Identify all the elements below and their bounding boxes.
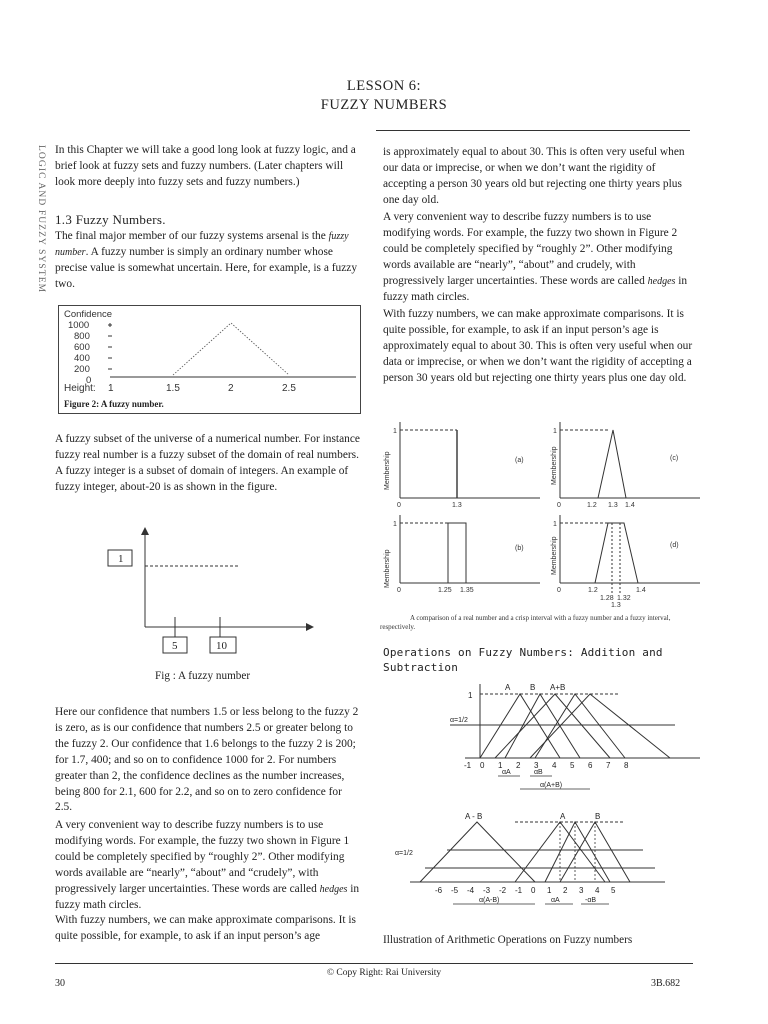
panel-a-one: 1 bbox=[393, 428, 397, 435]
fuzzy-number-term: fuzzy number bbox=[55, 231, 349, 258]
sub-xtick-m6: -6 bbox=[435, 886, 443, 895]
panel-c-zero: 0 bbox=[557, 502, 561, 509]
copyright-notice: © Copy Right: Rai University bbox=[326, 968, 442, 978]
add-alpha-a: αA bbox=[502, 769, 511, 776]
panel-d-x4: 1.32 bbox=[617, 595, 631, 602]
section-heading: 1.3 Fuzzy Numbers. bbox=[55, 212, 166, 227]
add-label-b: B bbox=[530, 683, 536, 692]
panel-d-x5: 1.3 bbox=[611, 602, 621, 609]
hedges-text-left: A very convenient way to describe fuzzy numbers is to use modifying words. For example, the fuzzy two shown in Figure 1 could be completely specified by “roughly 2”. Other modifying words available are “nearly”, “about” and “crudely”, with progressively larger uncertainties. These words are called bbox=[55, 819, 350, 895]
sub-xtick-m5: -5 bbox=[451, 886, 459, 895]
panel-b-zero: 0 bbox=[397, 587, 401, 594]
confidence-label: Confidence bbox=[64, 309, 113, 320]
hedges-term-right: hedges bbox=[647, 275, 676, 287]
add-xtick-3: 3 bbox=[534, 761, 539, 770]
sub-xtick-m3: -3 bbox=[483, 886, 491, 895]
xtick-1-5: 1.5 bbox=[166, 383, 180, 394]
intro-paragraph: In this Chapter we will take a good long look at fuzzy logic, and a brief look at fuzzy sets and fuzzy numbers. (Later chapters will look more deeply into fuzzy sets and fuzzy numbers.) bbox=[55, 144, 356, 188]
add-xtick-m1: -1 bbox=[464, 761, 472, 770]
confidence-paragraph: Here our confidence that numbers 1.5 or less belong to the fuzzy 2 is zero, as is our confidence that numbers 2.5 or greater belong to the fuzzy 2. Our confidence that 1.6 belongs to the fuzzy 2 is 200; for 1.7, 400; and so on to confidence 1000 for 2. For numbers greater than 2, the confidence declines as the number increases, being 800 for 2.1, 600 for 2.2, and so on to zero confidence for 2.5. bbox=[55, 706, 359, 814]
panel-c-one: 1 bbox=[553, 428, 557, 435]
definition-text-end: . A fuzzy number is simply an ordinary number whose precise value is somewhat uncertain. Here, for example, is a fuzzy two. bbox=[55, 245, 358, 290]
add-xtick-8: 8 bbox=[624, 761, 629, 770]
add-xtick-2: 2 bbox=[516, 761, 521, 770]
xtick-2: 2 bbox=[228, 383, 234, 394]
sub-xtick-m4: -4 bbox=[467, 886, 475, 895]
add-one: 1 bbox=[468, 691, 473, 700]
comparison-caption: A comparison of a real number and a crisp interval with a fuzzy number and a fuzzy interval, respectively. bbox=[380, 614, 671, 631]
panel-c-x3: 1.4 bbox=[625, 502, 635, 509]
sub-alpha-a: αA bbox=[551, 897, 560, 904]
xtick-2-5: 2.5 bbox=[282, 383, 296, 394]
ytick-800: 800 bbox=[74, 331, 90, 342]
x-value-5: 5 bbox=[172, 640, 178, 652]
fuzzy-number-definition bbox=[55, 229, 360, 293]
comparison-paragraph-left: With fuzzy numbers, we can make approximate comparisons. It is quite possible, for example, to ask if an input person’s age bbox=[55, 914, 356, 942]
page-number: 30 bbox=[55, 978, 65, 989]
hedges-paragraph-left bbox=[55, 818, 360, 913]
definition-text-start: The final major member of our fuzzy systems arsenal is the bbox=[55, 230, 326, 242]
panel-d-zero: 0 bbox=[557, 587, 561, 594]
figure-2-caption: Figure 2: A fuzzy number. bbox=[64, 399, 164, 409]
sub-label-amb: A - B bbox=[465, 812, 483, 821]
course-code: 3B.682 bbox=[651, 978, 681, 989]
y-value-label: 1 bbox=[118, 553, 124, 565]
footer-rule bbox=[55, 963, 693, 964]
fig2-triangle bbox=[173, 323, 289, 375]
hedges-end-right: in fuzzy math circles. bbox=[383, 274, 688, 303]
sub-xtick-1: 1 bbox=[547, 886, 552, 895]
continued-paragraph: is approximately equal to about 30. This is often very useful when our data or imprecise, or when we don’t want the rigidity of accepting a person 30 years old but rejecting one thirty years plus one day old. bbox=[383, 146, 685, 206]
membership-label-b: Membership bbox=[384, 549, 391, 588]
sub-xtick-4: 4 bbox=[595, 886, 600, 895]
hedges-paragraph-right bbox=[383, 210, 693, 305]
add-alpha-sum: α(A+B) bbox=[540, 782, 563, 789]
fuzzy-integer-caption: Fig : A fuzzy number bbox=[155, 670, 251, 682]
panel-b-x1: 1.25 bbox=[438, 587, 452, 594]
fuzzy-subset-paragraph: A fuzzy subset of the universe of a numerical number. For instance fuzzy real number is a fuzzy subset of the domain of real numbers. A fuzzy integer is a subset of domain of integers. An example of fuzzy integer, about-20 is as shown in the figure. bbox=[55, 433, 360, 493]
x-value-10: 10 bbox=[216, 640, 227, 652]
panel-c-x1: 1.2 bbox=[587, 502, 597, 509]
sub-xtick-3: 3 bbox=[579, 886, 584, 895]
sub-alpha-diff: α(A-B) bbox=[479, 897, 500, 904]
sub-xtick-2: 2 bbox=[563, 886, 568, 895]
ytick-0: 0 bbox=[86, 375, 92, 386]
panel-d-tag: (d) bbox=[670, 542, 679, 549]
panel-c-x2: 1.3 bbox=[608, 502, 618, 509]
membership-label-d: Membership bbox=[551, 536, 558, 575]
panel-a-zero: 0 bbox=[397, 502, 401, 509]
sub-xtick-m2: -2 bbox=[499, 886, 507, 895]
sub-xtick-m1: -1 bbox=[515, 886, 523, 895]
comparison-paragraph-right: With fuzzy numbers, we can make approximate comparisons. It is quite possible, for example, to ask if an input person’s age is approximately equal to about 30. This is often very useful when our data or imprecise, or when we don’t want the rigidity of accepting a person 30 years old but rejecting one thirty years plus one day old. bbox=[383, 308, 693, 384]
header-rule bbox=[376, 130, 690, 131]
hedges-end-left: in fuzzy math circles. bbox=[55, 882, 360, 911]
ytick-200: 200 bbox=[74, 364, 90, 375]
sub-alpha: α=1/2 bbox=[395, 850, 413, 857]
sub-xtick-0: 0 bbox=[531, 886, 536, 895]
panel-a-tag: (a) bbox=[515, 457, 524, 464]
panel-b-x2: 1.35 bbox=[460, 587, 474, 594]
comparison-panels-figure bbox=[380, 410, 705, 638]
ytick-400: 400 bbox=[74, 353, 90, 364]
side-label: LOGIC AND FUZZY SYSTEM bbox=[36, 145, 46, 294]
add-xtick-4: 4 bbox=[552, 761, 557, 770]
lesson-number: LESSON 6: bbox=[346, 78, 422, 94]
panel-b-tag: (b) bbox=[515, 545, 524, 552]
height-label: Height: bbox=[64, 383, 96, 394]
sub-alpha-b: -αB bbox=[585, 897, 597, 904]
add-label-ab: A+B bbox=[550, 683, 566, 692]
panel-c-tag: (c) bbox=[670, 455, 679, 462]
ytick-1000: 1000 bbox=[68, 320, 90, 331]
figure-fuzzy-integer bbox=[100, 525, 320, 660]
add-alpha: α=1/2 bbox=[450, 717, 468, 724]
xtick-1: 1 bbox=[108, 383, 114, 394]
add-xtick-1: 1 bbox=[498, 761, 503, 770]
hedges-text-right: A very convenient way to describe fuzzy numbers is to use modifying words. For example, the fuzzy two shown in Figure 2 could be completely specified by “roughly 2”. Other modifying words available are “nearly”, “about” and crudely, with progressively larger uncertainties. These words are called bbox=[383, 211, 678, 287]
figure-fuzzy-two bbox=[58, 305, 362, 415]
addition-figure bbox=[420, 678, 705, 798]
panel-d-x2: 1.4 bbox=[636, 587, 646, 594]
operations-heading: Operations on Fuzzy Numbers: Addition and Subtraction bbox=[383, 646, 663, 674]
panel-a-x: 1.3 bbox=[452, 502, 462, 509]
panel-d-x1: 1.2 bbox=[588, 587, 598, 594]
add-xtick-6: 6 bbox=[588, 761, 593, 770]
add-alpha-b: αB bbox=[534, 769, 543, 776]
add-xtick-5: 5 bbox=[570, 761, 575, 770]
sub-xtick-5: 5 bbox=[611, 886, 616, 895]
add-xtick-7: 7 bbox=[606, 761, 611, 770]
sub-label-a: A bbox=[560, 812, 566, 821]
panel-b-one: 1 bbox=[393, 521, 397, 528]
membership-label-a: Membership bbox=[384, 451, 391, 490]
panel-d-x3: 1.28 bbox=[600, 595, 614, 602]
subtraction-figure bbox=[395, 810, 695, 930]
operations-caption: Illustration of Arithmetic Operations on Fuzzy numbers bbox=[383, 934, 633, 946]
add-label-a: A bbox=[505, 683, 511, 692]
ytick-600: 600 bbox=[74, 342, 90, 353]
hedges-term-left: hedges bbox=[319, 883, 348, 895]
page-title: FUZZY NUMBERS bbox=[320, 97, 448, 113]
panel-d-one: 1 bbox=[553, 521, 557, 528]
sub-label-b: B bbox=[595, 812, 601, 821]
add-xtick-0: 0 bbox=[480, 761, 485, 770]
membership-label-c: Membership bbox=[551, 446, 558, 485]
